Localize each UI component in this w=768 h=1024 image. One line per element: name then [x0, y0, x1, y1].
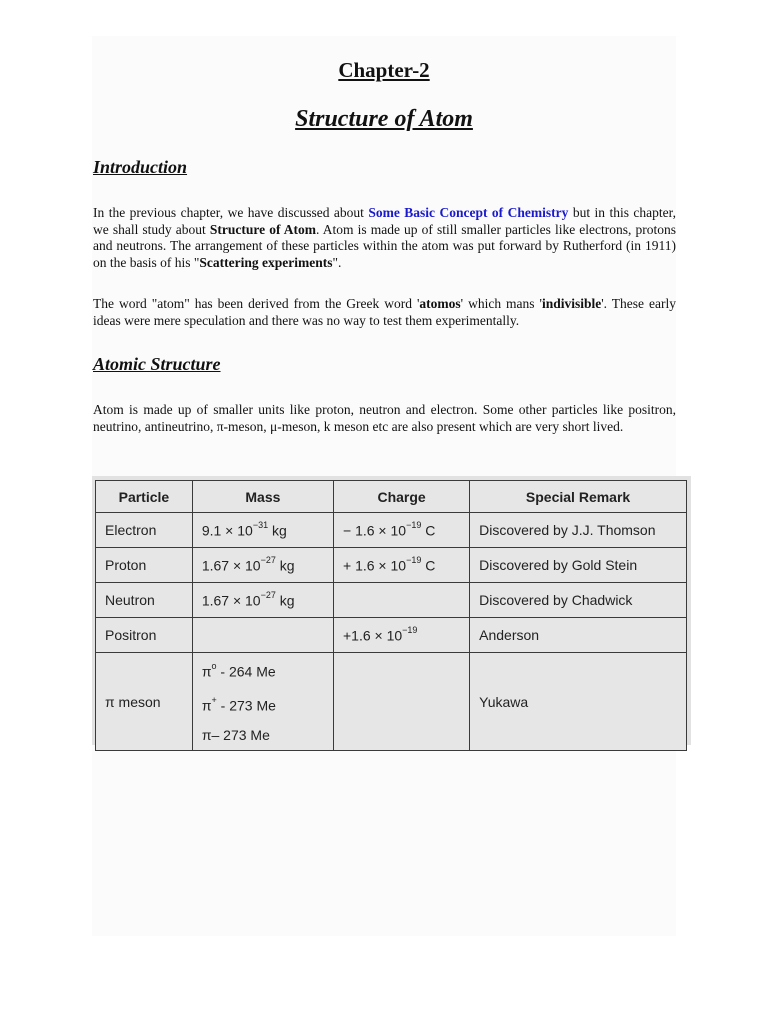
particle-cell: Proton — [96, 548, 193, 583]
intro-p1-text-b: but in this chapter, we shall study about — [93, 205, 676, 237]
charge-exponent: −19 — [406, 554, 422, 565]
particle-cell: π meson — [96, 653, 193, 751]
pi-symbol: π — [201, 727, 212, 744]
column-header-mass: Mass — [192, 481, 333, 513]
introduction-heading: Introduction — [93, 157, 188, 177]
mass-base: 1.67 × 10 — [201, 557, 261, 574]
table-header-row — [96, 481, 687, 513]
charge-base: +1.6 × 10 — [343, 627, 403, 644]
remark-cell: Anderson — [470, 618, 687, 653]
mass-base: 9.1 × 10 — [201, 522, 253, 539]
intro-paragraph-1 — [93, 205, 676, 271]
intro-p2-text-c: '. These early ideas were mere speculation and there was no way to test them experimentally. — [93, 296, 676, 328]
pion-mass-line — [202, 687, 324, 721]
intro-p2-text-a: The word "atom" has been derived from the Greek word ' — [93, 296, 420, 311]
charge-cell — [334, 583, 470, 618]
column-header-particle: Particle — [96, 481, 193, 513]
intro-p1-text-c: . Atom is made up of still smaller particles like electrons, protons and neutrons. The arrangement of these particles within the atom was put forward by Rutherford (in 1911) on the basis of his " — [93, 221, 676, 270]
remark-cell: Yukawa — [470, 653, 687, 751]
table-row — [96, 513, 687, 548]
mass-exponent: −27 — [260, 589, 276, 600]
page-title: Structure of Atom — [295, 106, 473, 132]
intro-paragraph-2 — [93, 296, 676, 329]
particle-table — [95, 480, 687, 751]
pi-symbol: π — [201, 697, 212, 714]
mass-cell — [192, 653, 333, 751]
pi-symbol: π — [201, 663, 212, 680]
pion-mass-line — [202, 720, 324, 750]
charge-unit: C — [421, 522, 436, 539]
particle-cell: Neutron — [96, 583, 193, 618]
intro-p1-text-a: In the previous chapter, we have discussed about — [93, 205, 369, 220]
charge-base: + 1.6 × 10 — [343, 557, 407, 574]
scattering-experiments-bold: Scattering experiments — [199, 254, 333, 270]
mass-cell — [192, 548, 333, 583]
pion-mass-value: - 264 Me — [216, 663, 276, 680]
pion-mass-value: - 273 Me — [216, 697, 276, 714]
basic-concept-link[interactable]: Some Basic Concept of Chemistry — [368, 205, 569, 220]
column-header-charge: Charge — [334, 481, 470, 513]
mass-base: 1.67 × 10 — [201, 592, 261, 609]
remark-cell: Discovered by Chadwick — [470, 583, 687, 618]
particle-cell: Positron — [96, 618, 193, 653]
atomic-paragraph: Atom is made up of smaller units like proton, neutron and electron. Some other particles like positron, neutrino, antineutrino, π-meson, μ-meson, k meson etc are also present which are very short lived. — [93, 402, 676, 434]
mass-cell — [192, 513, 333, 548]
mass-cell — [192, 618, 333, 653]
table-row — [96, 548, 687, 583]
document-page — [92, 36, 676, 936]
particle-cell: Electron — [96, 513, 193, 548]
charge-cell — [334, 513, 470, 548]
indivisible-bold: indivisible — [541, 296, 602, 311]
remark-cell: Discovered by Gold Stein — [470, 548, 687, 583]
particle-table-image — [92, 476, 691, 745]
mass-cell — [192, 583, 333, 618]
atomos-bold: atomos — [419, 296, 461, 311]
atomic-structure-heading: Atomic Structure — [93, 354, 221, 374]
pion-superscript: + — [211, 694, 217, 705]
charge-cell — [334, 548, 470, 583]
table-row — [96, 618, 687, 653]
table-row — [96, 653, 687, 751]
mass-exponent: −27 — [260, 554, 276, 565]
remark-cell: Discovered by J.J. Thomson — [470, 513, 687, 548]
charge-unit: C — [421, 557, 436, 574]
charge-base: − 1.6 × 10 — [343, 522, 407, 539]
mass-unit: kg — [268, 522, 287, 539]
column-header-remark: Special Remark — [470, 481, 687, 513]
mass-unit: kg — [275, 557, 295, 574]
mass-unit: kg — [275, 592, 295, 609]
charge-cell — [334, 618, 470, 653]
charge-cell — [334, 653, 470, 751]
charge-exponent: −19 — [406, 519, 422, 530]
chapter-label: Chapter-2 — [338, 58, 430, 82]
pion-superscript: o — [211, 661, 217, 671]
table-row — [96, 583, 687, 618]
structure-of-atom-bold: Structure of Atom — [209, 221, 317, 237]
mass-exponent: −31 — [252, 519, 269, 530]
charge-exponent: −19 — [402, 624, 418, 635]
intro-p2-text-b: ' which mans ' — [460, 296, 542, 311]
pion-mass-value: – 273 Me — [211, 727, 270, 744]
intro-p1-text-d: ". — [332, 254, 342, 270]
pion-mass-line — [202, 653, 324, 687]
